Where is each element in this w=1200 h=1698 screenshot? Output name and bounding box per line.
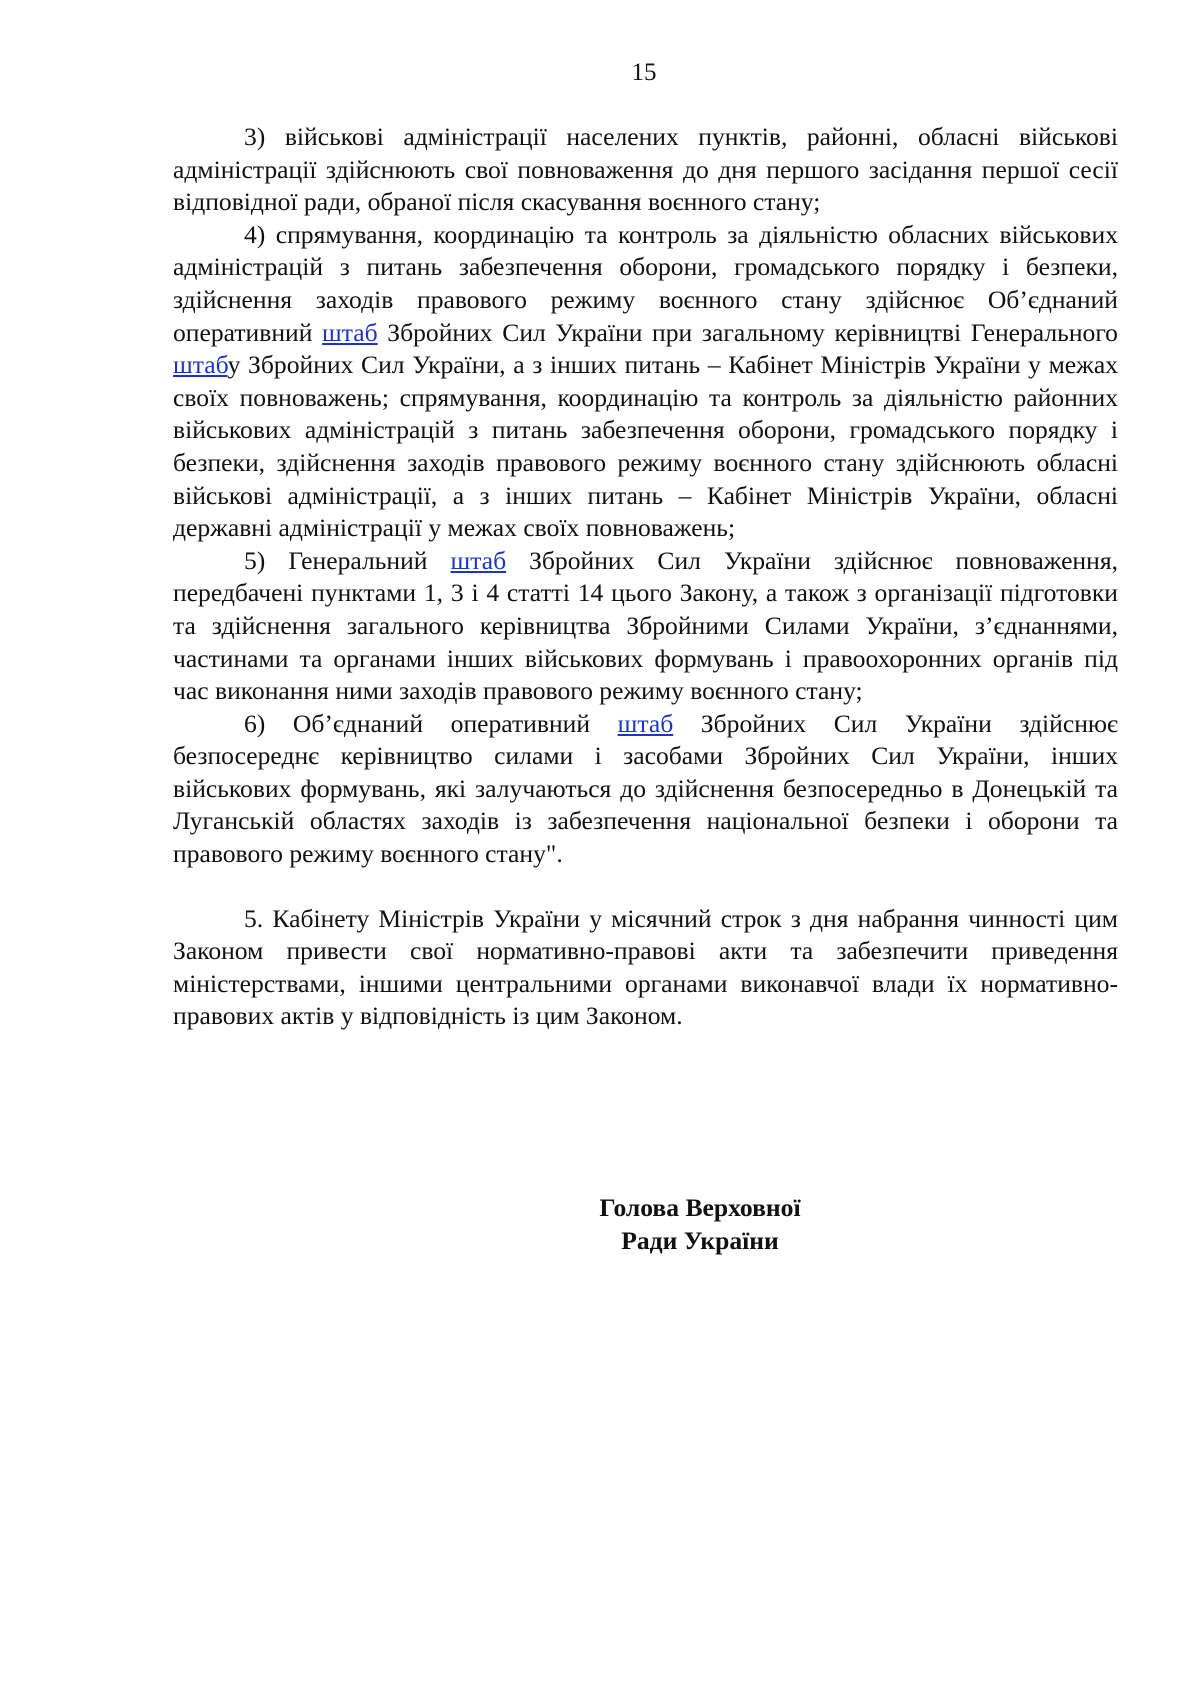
link-shtab-general-staff[interactable]: штаб	[450, 545, 507, 575]
paragraph-item-6-text-2: Збройних Сил України здійснює безпосереднє керівництво силами і засобами Збройних Сил України, інших військових формувань, які залучаються до здійснення безпосередньо в Донецькій та Луганській областях заходів із забезпечення національної безпеки і оборони та правового режиму воєнного стану".	[173, 708, 1119, 869]
section-5	[173, 903, 1118, 1033]
signature-block	[0, 1192, 1200, 1257]
paragraph-item-4-text-1: 4) спрямування, координацію та контроль за діяльністю обласних військових адміністрацій з питань забезпечення оборони, громадського порядку і безпеки, здійснення заходів правового режиму воєнного стану здійснює Об’єднаний оперативний	[173, 219, 1118, 347]
document-body	[173, 121, 1118, 1033]
paragraph-item-3	[173, 121, 1118, 219]
paragraph-item-5	[173, 545, 1118, 708]
signature-line-1: Голова Верховної	[599, 1193, 801, 1222]
paragraph-item-6	[173, 708, 1118, 871]
paragraph-item-4-text-3: у Збройних Сил України, а з інших питань – Кабінет Міністрів України у межах своїх повноважень; спрямування, координацію та контроль за діяльністю районних військових адміністрацій з питань забезпечення оборони, громадського порядку і безпеки, здійснення заходів правового режиму воєнного стану здійснюють обласні військові адміністрації, а з інших питань – Кабінет Міністрів України, обласні державні адміністрації у межах своїх повноважень;	[173, 350, 1118, 543]
paragraph-item-5-text-1: 5) Генеральний	[244, 545, 451, 575]
paragraph-item-6-text-1: 6) Об’єднаний оперативний	[244, 708, 618, 738]
link-shtab-joint[interactable]: штаб	[322, 317, 378, 347]
link-shtab-joint-operational[interactable]: штаб	[617, 708, 674, 738]
paragraph-item-3-text: 3) військові адміністрації населених пунктів, районні, обласні військові адміністрації здійснюють свої повноваження до дня першого засідання першої сесії відповідної ради, обраної після скасування воєнного стану;	[173, 122, 1118, 217]
signature-line-2: Ради України	[621, 1225, 779, 1255]
section-5-text: 5. Кабінету Міністрів України у місячний строк з дня набрання чинності цим Законом привести свої нормативно-правові акти та забезпечити приведення міністерствами, іншими центральними органами виконавчої влади їх нормативно-правових актів у відповідність із цим Законом.	[173, 903, 1118, 1031]
paragraph-item-4-text-2: Збройних Сил України при загальному керівництві Генерального	[377, 317, 1118, 347]
link-shtab-general[interactable]: штаб	[173, 350, 228, 380]
paragraph-item-4	[173, 219, 1118, 545]
page-number: 15	[631, 59, 657, 86]
paragraph-item-5-text-2: Збройних Сил України здійснює повноваження, передбачені пунктами 1, 3 і 4 статті 14 цього Закону, а також з організації підготовки та здійснення загального керівництва Збройними Силами України, з’єднаннями, частинами та органами інших військових формувань і правоохоронних органів під час виконання ними заходів правового режиму воєнного стану;	[173, 545, 1118, 706]
